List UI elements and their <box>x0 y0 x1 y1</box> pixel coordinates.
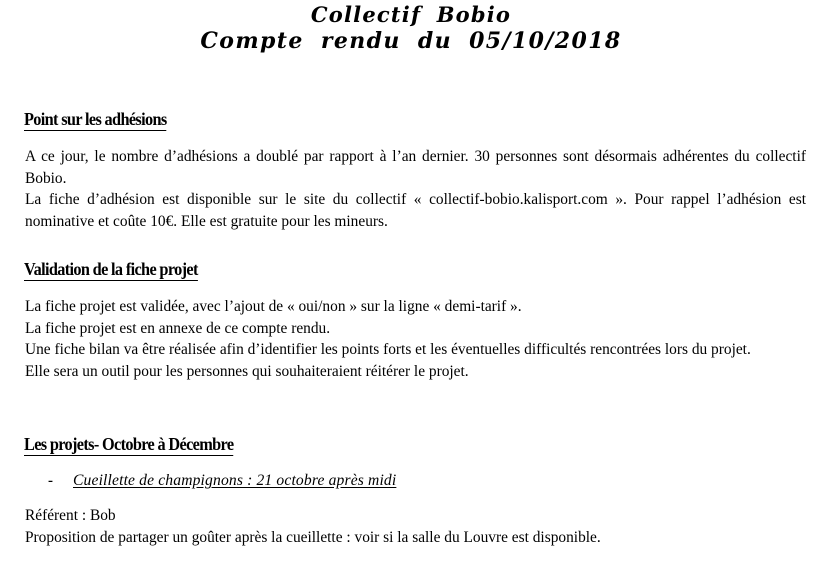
section-heading-projets: Les projets- Octobre à Décembre <box>24 434 234 454</box>
section-body-projets <box>25 505 806 548</box>
section-heading-adhesions: Point sur les adhésions <box>24 109 167 129</box>
list-item <box>24 470 804 492</box>
paragraph: La fiche projet est validée, avec l’ajout de « oui/non » sur la ligne « demi-tarif ». <box>25 298 522 315</box>
paragraph: Référent : Bob <box>25 507 116 524</box>
title-line-organization: Collectif Bobio <box>310 2 512 27</box>
paragraph: A ce jour, le nombre d’adhésions a doublé par rapport à l’an dernier. 30 personnes sont désormais adhérentes du collectif Bobio. <box>25 148 806 187</box>
paragraph: Elle sera un outil pour les personnes qui souhaiteraient réitérer le projet. <box>25 362 469 380</box>
section-heading-fiche-projet: Validation de la fiche projet <box>24 259 198 279</box>
section-body-fiche-projet <box>25 296 806 382</box>
title-line-subject: Compte rendu du 05/10/2018 <box>200 28 622 54</box>
section-body-adhesions <box>25 146 806 232</box>
list-item-label: Cueillette de champignons : 21 octobre après midi <box>73 472 397 489</box>
paragraph: Une fiche bilan va être réalisée afin d’identifier les points forts et les éventuelles difficultés rencontrées lors du projet. <box>25 341 751 358</box>
paragraph: La fiche d’adhésion est disponible sur le site du collectif « collectif-bobio.kalisport.com ». Pour rappel l’adhésion est nominative et coûte 10€. Elle est gratuite pour les mineurs. <box>25 191 806 230</box>
paragraph: Proposition de partager un goûter après la cueillette : voir si la salle du Louvre est disponible. <box>25 528 601 546</box>
document-title <box>0 2 822 54</box>
bullet-marker-icon: - <box>48 473 53 489</box>
paragraph: La fiche projet est en annexe de ce compte rendu. <box>25 319 331 337</box>
